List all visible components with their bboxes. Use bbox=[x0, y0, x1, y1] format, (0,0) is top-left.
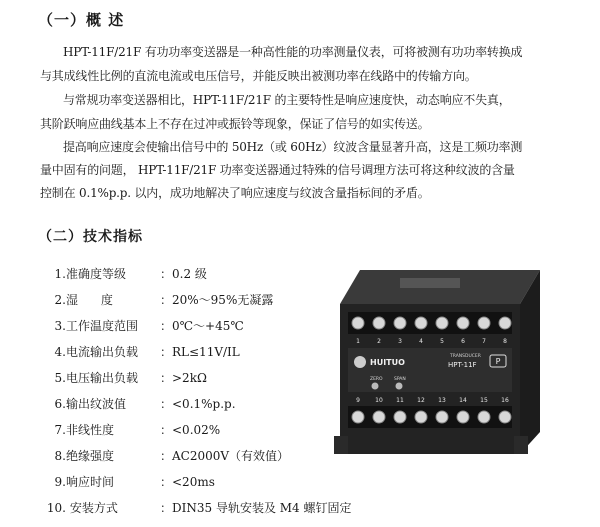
intro-line-7: 控制在 0.1%p.p. 以内，成功地解决了响应速度与纹波含量指标间的矛盾。 bbox=[40, 186, 430, 200]
spec-label: 电流输出负载 bbox=[66, 345, 139, 359]
spec-value: ：20%～95%无凝露 bbox=[160, 293, 274, 307]
spec-label: 响应时间 bbox=[66, 475, 115, 489]
terminal-number: 9 bbox=[356, 397, 360, 404]
spec-row bbox=[46, 343, 240, 361]
knob-label-span: SPAN bbox=[394, 377, 406, 382]
terminal-number: 2 bbox=[377, 338, 381, 345]
spec-label: 准确度等级 bbox=[66, 267, 127, 281]
spec-value: ：RL≤11V/IL bbox=[160, 345, 240, 359]
terminal-number: 1 bbox=[356, 338, 360, 345]
spec-label: 绝缘强度 bbox=[66, 449, 115, 463]
spec-label: 非线性度 bbox=[66, 423, 115, 437]
terminal-number: 3 bbox=[398, 338, 402, 345]
device-brand: HUITUO bbox=[370, 358, 405, 367]
spec-number: 2. bbox=[54, 293, 66, 307]
section2-title: （二）技术指标 bbox=[38, 229, 143, 245]
spec-label: 湿 度 bbox=[66, 293, 113, 307]
spec-number: 3. bbox=[54, 319, 66, 333]
terminal-number: 15 bbox=[480, 397, 488, 404]
terminal-number: 10 bbox=[375, 397, 383, 404]
spec-number: 5. bbox=[54, 371, 66, 385]
terminal-number: 14 bbox=[459, 397, 467, 404]
spec-value: ：0.2 级 bbox=[160, 267, 207, 281]
spec-value: ：AC2000V（有效值） bbox=[160, 449, 290, 463]
span-knob bbox=[396, 383, 403, 390]
section1-title: （一）概 述 bbox=[38, 11, 125, 29]
device-badge: P bbox=[495, 357, 501, 366]
terminal-number: 4 bbox=[419, 338, 423, 345]
terminal-number: 11 bbox=[396, 397, 404, 404]
device-caption: TRANSDUCER bbox=[450, 354, 481, 359]
mounting-foot-right bbox=[514, 436, 528, 454]
spec-value: ：>2kΩ bbox=[160, 371, 207, 385]
terminal-number: 8 bbox=[503, 338, 507, 345]
device-model: HPT-11F bbox=[448, 361, 477, 369]
spec-row bbox=[46, 473, 215, 491]
knob-label-zero: ZERO bbox=[370, 377, 383, 382]
spec-label: 安装方式 bbox=[66, 501, 118, 515]
spec-row bbox=[46, 317, 244, 335]
spec-number: 10. bbox=[46, 501, 66, 515]
spec-row bbox=[46, 265, 207, 283]
spec-row bbox=[46, 421, 220, 439]
spec-row bbox=[46, 291, 273, 309]
intro-line-3: 与常规功率变送器相比，HPT-11F/21F 的主要特性是响应速度快，动态响应不失真， bbox=[63, 93, 511, 107]
spec-number: 9. bbox=[54, 475, 66, 489]
spec-value: ：<0.1%p.p. bbox=[160, 397, 236, 411]
spec-row bbox=[46, 395, 236, 413]
spec-value: ：0℃～+45℃ bbox=[160, 319, 244, 333]
intro-line-4: 其阶跃响应曲线基本上不存在过冲或振铃等现象，保证了信号的如实传送。 bbox=[40, 117, 430, 131]
intro-line-6: 量中固有的问题， HPT-11F/21F 功率变送器通过特殊的信号调理方法可将这种纹波的含量 bbox=[40, 163, 515, 177]
spec-number: 8. bbox=[54, 449, 66, 463]
intro-line-1: HPT-11F/21F 有功功率变送器是一种高性能的功率测量仪表，可将被测有功功率转换成 bbox=[63, 45, 523, 59]
spec-number: 1. bbox=[54, 267, 66, 281]
spec-label: 电压输出负载 bbox=[66, 371, 139, 385]
terminal-number: 13 bbox=[438, 397, 446, 404]
spec-value: ：<20ms bbox=[160, 475, 215, 489]
mounting-foot-left bbox=[334, 436, 348, 454]
spec-label: 输出纹波值 bbox=[66, 397, 127, 411]
terminal-number: 16 bbox=[501, 397, 509, 404]
spec-row bbox=[46, 369, 207, 387]
terminal-number: 6 bbox=[461, 338, 465, 345]
intro-line-5: 提高响应速度会使输出信号中的 50Hz（或 60Hz）纹波含量显著升高，这是工频功率测 bbox=[63, 140, 523, 154]
terminal-number: 12 bbox=[417, 397, 425, 404]
device-vent bbox=[400, 278, 460, 288]
spec-label: 工作温度范围 bbox=[66, 319, 139, 333]
transducer-device-image bbox=[330, 264, 548, 460]
brand-logo-icon bbox=[354, 356, 366, 368]
terminal-number: 7 bbox=[482, 338, 486, 345]
spec-number: 7. bbox=[54, 423, 66, 437]
spec-value: ：DIN35 导轨安装及 M4 螺钉固定 bbox=[160, 501, 352, 515]
spec-value: ：<0.02% bbox=[160, 423, 221, 437]
spec-number: 6. bbox=[54, 397, 66, 411]
intro-line-2: 与其成线性比例的直流电流或电压信号，并能反映出被测功率在线路中的传输方向。 bbox=[40, 69, 477, 83]
zero-knob bbox=[372, 383, 379, 390]
spec-row bbox=[46, 499, 352, 517]
spec-row bbox=[46, 447, 289, 465]
spec-number: 4. bbox=[54, 345, 66, 359]
terminal-number: 5 bbox=[440, 338, 444, 345]
